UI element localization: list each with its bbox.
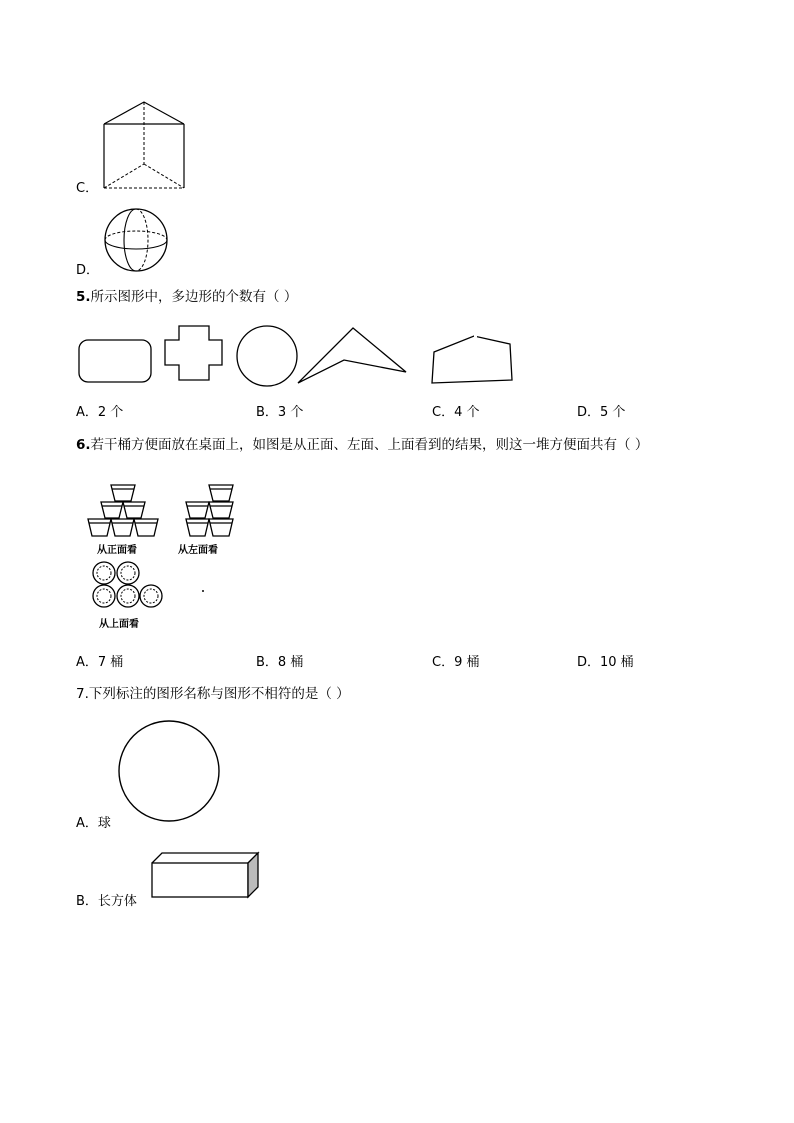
cross-shape bbox=[165, 326, 222, 380]
ball-circle-figure bbox=[116, 718, 222, 824]
circle-shape bbox=[237, 326, 297, 386]
cuboid-figure bbox=[150, 850, 264, 900]
question-5-option-d: D．5 个 bbox=[577, 405, 626, 420]
question-6-text: 若干桶方便面放在桌面上，如图是从正面、左面、上面看到的结果，则这一堆方便面共有（ ） bbox=[90, 437, 649, 453]
quadrilateral-shape bbox=[432, 336, 512, 383]
question-5-stem bbox=[76, 289, 297, 305]
question-6-option-d: D．10 桶 bbox=[577, 655, 634, 670]
question-6-stem bbox=[76, 437, 648, 453]
sphere-figure bbox=[102, 206, 172, 276]
question-7-option-a: A．球 bbox=[76, 816, 111, 831]
option-d-label: D． bbox=[76, 263, 100, 278]
top-view-figure bbox=[90, 560, 164, 612]
question-5-shapes bbox=[76, 322, 521, 388]
left-view-figure bbox=[184, 484, 238, 540]
question-5-option-c: C．4 个 bbox=[432, 405, 480, 420]
question-5-text: 所示图形中，多边形的个数有（ ） bbox=[90, 289, 298, 305]
option-c-label: C． bbox=[76, 181, 99, 196]
question-5-option-a: A．2 个 bbox=[76, 405, 124, 420]
question-6-option-a: A．7 桶 bbox=[76, 655, 124, 670]
front-view-caption: 从正面看 bbox=[97, 545, 137, 556]
question-7-stem: 7.下列标注的图形名称与图形不相符的是（ ） bbox=[76, 686, 350, 702]
top-view-caption: 从上面看 bbox=[99, 619, 139, 630]
triangular-prism-figure bbox=[100, 98, 192, 192]
question-6-option-b: B．8 桶 bbox=[256, 655, 304, 670]
question-6-option-c: C．9 桶 bbox=[432, 655, 480, 670]
question-7-option-b: B．长方体 bbox=[76, 894, 137, 909]
arrowhead-shape bbox=[298, 328, 406, 383]
question-5-option-b: B．3 个 bbox=[256, 405, 304, 420]
left-view-caption: 从左面看 bbox=[178, 545, 218, 556]
front-view-figure bbox=[86, 484, 162, 540]
stray-dot bbox=[202, 590, 204, 592]
question-6-number: 6. bbox=[76, 437, 91, 453]
question-5-number: 5. bbox=[76, 289, 91, 305]
rounded-rectangle-shape bbox=[79, 340, 151, 382]
